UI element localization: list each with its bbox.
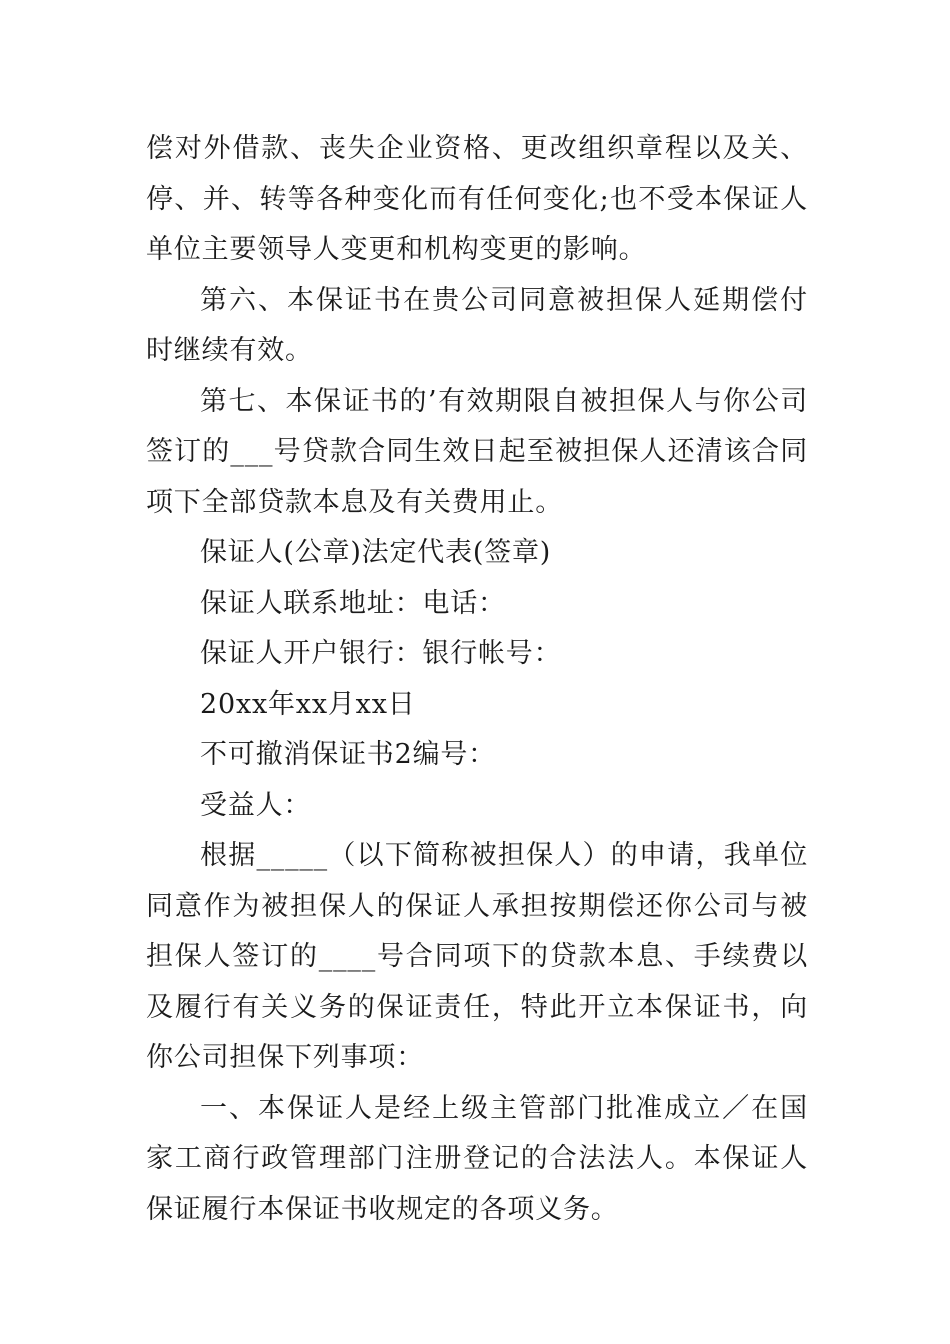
paragraph-item-one: 一、本保证人是经上级主管部门批准成立／在国家工商行政管理部门注册登记的合法法人。本保证人保证履行本保证书收规定的各项义务。 [146, 1092, 808, 1225]
paragraph-continuation: 偿对外借款、丧失企业资格、更改组织章程以及关、停、并、转等各种变化而有任何变化;也不受本保证人单位主要领导人变更和机构变更的影响。 [146, 133, 808, 265]
beneficiary-line: 受益人： [200, 789, 312, 821]
date-line: 20xx年xx月xx日 [200, 688, 416, 720]
guarantor-seal-line: 保证人(公章)法定代表(签章) [200, 537, 552, 568]
guarantor-bank-line: 保证人开户银行：银行帐号： [200, 638, 562, 669]
second-guarantee-number-line: 不可撤消保证书2编号： [200, 739, 496, 770]
document-body [146, 124, 808, 1235]
paragraph-article-six: 第六、本保证书在贵公司同意被担保人延期偿付时继续有效。 [146, 284, 808, 366]
paragraph-basis: 根据_____（以下简称被担保人）的申请，我单位同意作为被担保人的保证人承担按期偿还你公司与被担保人签订的____号合同项下的贷款本息、手续费以及履行有关义务的保证责任，特此开立本保证书，向你公司担保下列事项： [146, 840, 808, 1073]
guarantor-address-line: 保证人联系地址：电话： [200, 587, 506, 619]
paragraph-article-seven: 第七、本保证书的’有效期限自被担保人与你公司签订的___号贷款合同生效日起至被担保人还清该合同项下全部贷款本息及有关费用止。 [146, 385, 808, 518]
